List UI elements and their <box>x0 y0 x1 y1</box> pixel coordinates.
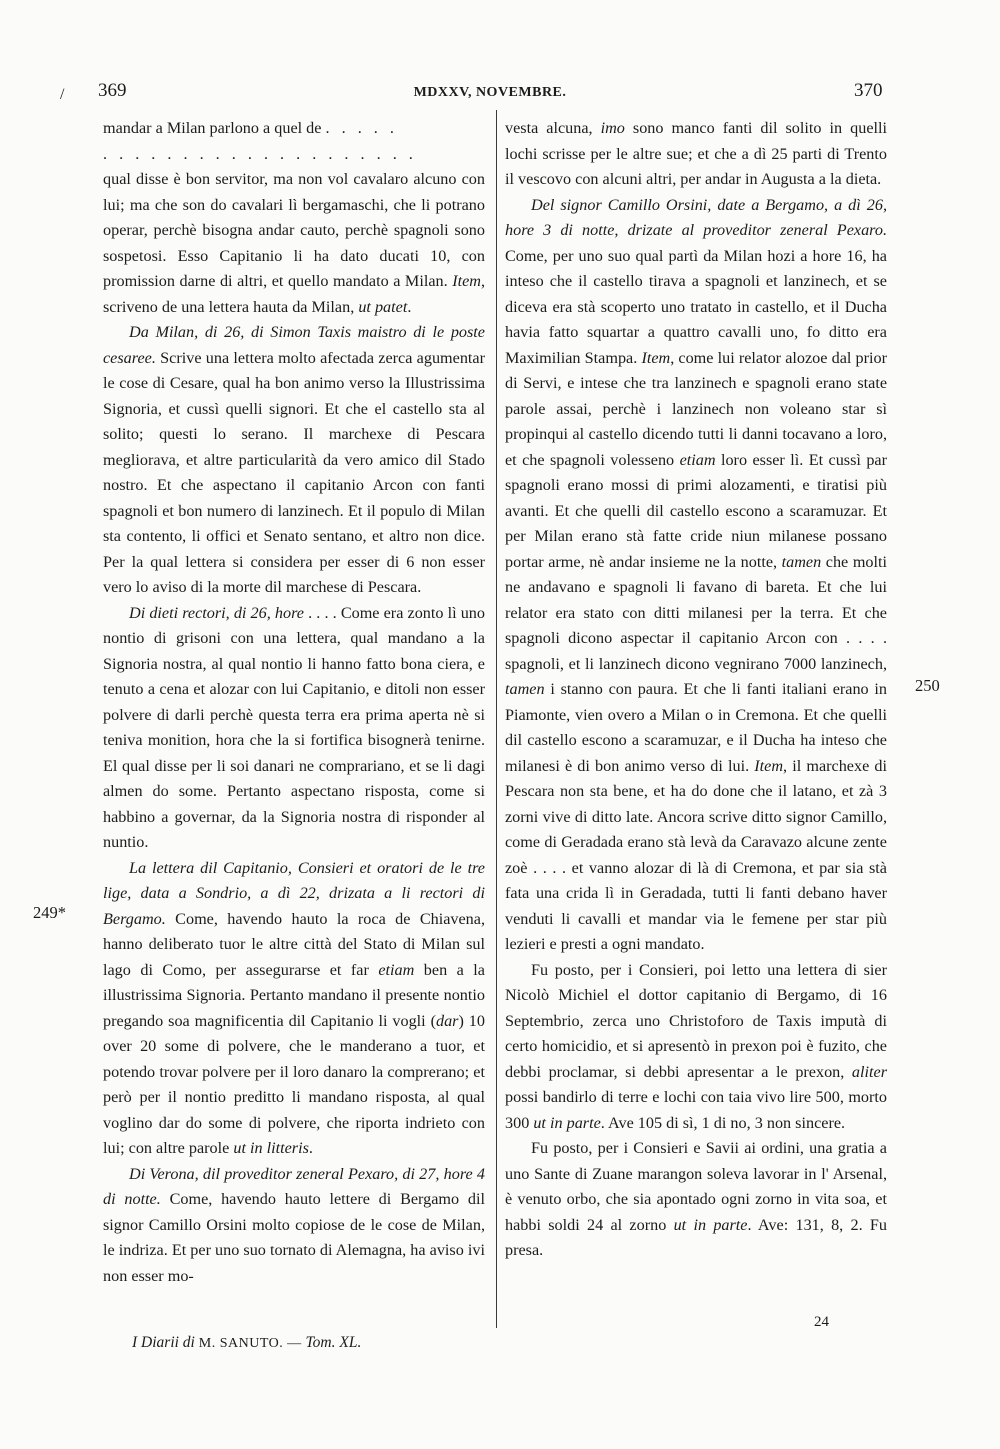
paragraph: Di Verona, dil proveditor zeneral Pexaro, di 27, hore 4 di notte. Come, havendo hauto lettere di Bergamo dil signor Camillo Orsini molto copiose de le cose de Milan, le indriza. Et per uno suo tornato di Alemagna, ha aviso ivi non esser mo- <box>103 1164 485 1285</box>
paragraph: Da Milan, di 26, di Simon Taxis maistro di le poste cesaree. Scrive una lettera molto afectada zerca agumentar le cose di Cesare, qual ha bon animo verso la Illustrissima Signoria, et cussì quelli signori. Et che el castello sta al solito; questi lo serano. Il marchexe di Pescara megliorava, et altre particularità da vero amico dil Stado nostro. Et che aspectano il capitanio Arcon con fanti spagnoli et bon numero di lanzinech. Et il populo di Milan sta contento, li offici et Senato sentano, et altro non dice. Per la qual lettera si considera per esser di 6 non esser vero lo aviso di la morte dil marchese di Pescara. <box>103 323 485 596</box>
left-column <box>103 116 485 1289</box>
margin-number-right: 250 <box>915 676 940 695</box>
paragraph: Fu posto, per i Consieri, poi letto una lettera di sier Nicolò Michiel el dottor capitanio di Bergamo, di 16 Septembrio, zerca uno Christoforo de Taxis imputà di certo homicidio, et si apresentò in prexon poi è fuzito, che debbi proclamar, si debbi apresentar a le prexon, aliter possi bandirlo di terre e lochi con taia vivo lire 500, morto 300 ut in parte. Ave 105 di sì, 1 di no, 3 non sincere. <box>505 960 887 1132</box>
footer-dash: — <box>287 1336 302 1351</box>
running-title: MDXXV, NOVEMBRE. <box>413 85 567 100</box>
paragraph: vesta alcuna, imo sono manco fanti dil solito in quelli lochi scrisse per le altre sue; et che a dì 25 parti di Trento il vescovo con alcuni altri, per andar in Augusta a la dieta. <box>505 119 888 188</box>
left-page-number: 369 <box>98 80 127 101</box>
right-column <box>505 116 887 1264</box>
footer-author: M. SANUTO. <box>198 1336 284 1351</box>
paragraph: . . . . . . . . . . . . . . . . . . . . <box>103 144 417 163</box>
paragraph: mandar a Milan parlono a quel de . . . . . <box>103 119 398 137</box>
footer-volume: Tom. XL. <box>305 1334 362 1351</box>
signature-mark: 24 <box>814 1314 829 1330</box>
paragraph: Del signor Camillo Orsini, date a Bergamo, a dì 26, hore 3 di notte, drizate al proveditor zeneral Pexaro. Come, per uno suo qual partì da Milan hozi a hore 16, ha inteso che il castello tirava a spagnoli et lanzinech, et se diceva era stà scoperto uno tratato in castello, et il Ducha havia fatto squartar a quattro cavalli uno, fo ditto era Maximilian Stampa. Item, come lui relator alozoe dal prior di Servi, e intese che tra lanzinech e spagnoli erano state parole assai, perchè i lanzinech non voleano star sì propinqui al castello dicendo tutti li danni tocavano a loro, et che spagnoli volesseno etiam loro esser lì. Et cussì par spagnoli erano mossi di primi alozamenti, e tiratisi più avanti. Et che quelli dil castello escono a scaramuzar. Et per Milan erano stà fatte cride niun milanese possano portar arme, nè andar insieme ne la notte, tamen che molti ne andavano e spagnoli li favano di bareta. Et che lui relator era stato con ditti milanesi per la terra. Et che spagnoli dicono aspectar il capitanio Arcon con . . . . spagnoli, et li lanzinech dicono vegnirano 7000 lanzinech, tamen i stanno con paura. Et che li fanti italiani erano in Piamonte, vien overo a Milan o in Cremona. Et che quelli dil castello escono a scaramuzar, e il Ducha ha inteso che milanesi è di bon animo verso di lui. Item, il marchexe di Pescara non sta bene, et ha do done che il latano, et zà 3 zorni vive di ditto late. Ancora scrive ditto signor Camillo, come di Geradada erano stà levà da Caravazo alcune zente zoè . . . . et vanno alozar di là di Cremona, et par sia stà fata una crida lì in Geradada, tutti li fanti debano haver venduti li cavalli et mandar via le femene per star più lezieri e presti a ogni mandato. <box>505 195 888 953</box>
paragraph: qual disse è bon servitor, ma non vol cavalaro alcuno con lui; ma che son do cavalari lì bergamaschi, che li potrano operar, perchè bisogna andar cauto, perchè spagnoli sono sospetosi. Esso Capitanio li ha dato ducati 10, con promission darne di altri, et quello mandato a Milan. Item, scriveno de una lettera hauta da Milan, ut patet. <box>103 170 485 316</box>
right-page-number: 370 <box>854 80 883 101</box>
page-footer <box>132 1334 361 1352</box>
margin-mark: / <box>60 86 65 103</box>
paragraph: La lettera dil Capitanio, Consieri et oratori de le tre lige, data a Sondrio, a dì 22, drizata a li rectori di Bergamo. Come, havendo hauto la roca de Chiavena, hanno deliberato tuor le altre città del Stato di Milan sul lago di Como, per assegurarse et far etiam ben a la illustrissima Signoria. Pertanto mandano il presente nontio pregando soa magnificentia dil Capitanio li vogli (dar) 10 over 20 some di polvere, che le manderano a tuor, et potendo trovar polvere per il loro danaro la comprerano; et però per il nontio preditto li mandano risposta, al qual voglino dar do some di polvere, che riporta indrieto con lui; con altre parole ut in litteris. <box>103 858 485 1157</box>
paragraph: Fu posto, per i Consieri e Savii ai ordini, una gratia a uno Sante di Zuane marangon soleva lavorar in l' Arsenal, è venuto orbo, che sia apontado ogni zorno in vita soa, et habbi soldi 24 al zorno ut in parte. Ave: 131, 8, 2. Fu presa. <box>505 1139 888 1259</box>
column-divider <box>496 110 497 1328</box>
paragraph: Di dieti rectori, di 26, hore . . . . Come era zonto lì uno nontio di grisoni con una lettera, qual mandano a la Signoria nostra, al qual nontio li hanno fatto bona ciera, e tenuto a cena et alozar con lui Capitanio, e ditoli non esser polvere di darli perchè questa terra era prima aperta nè si teniva monition, hora che la si fortifica bisognerà tenirne. El qual disse per li soi danari ne comprariano, et se li dagi almen do some. Pertanto aspectano risposta, come si habbino a governar, da la Signoria nostra di risponder al nuntio. <box>103 603 485 851</box>
footer-prefix: I Diarii di <box>132 1334 195 1351</box>
margin-number-left: 249* <box>33 903 66 922</box>
